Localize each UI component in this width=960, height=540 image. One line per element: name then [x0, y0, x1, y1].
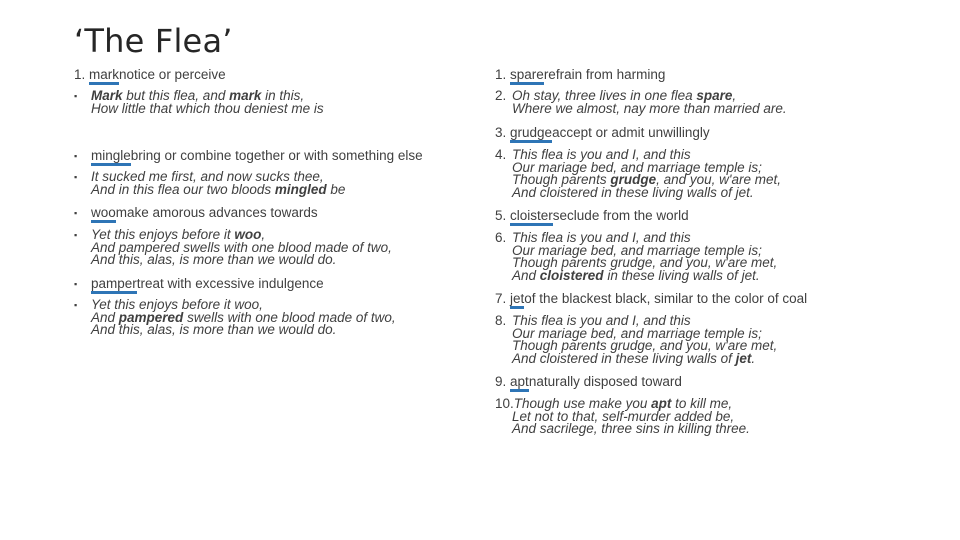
- quote-cloister: [495, 232, 777, 282]
- vocab-definition: refrain from harming: [543, 67, 666, 82]
- slide-title: ‘The Flea’: [74, 22, 233, 60]
- vocab-definition: of the blackest black, similar to the color of coal: [524, 291, 808, 306]
- bullet-icon: ▪: [74, 300, 78, 310]
- vocab-item-cloister: [495, 209, 689, 222]
- quote-line: Oh stay, three lives in one flea spare,: [512, 88, 737, 103]
- quote-line: Though parents grudge, and you, w'are met,: [512, 255, 778, 270]
- quote-woo: [74, 229, 392, 267]
- vocab-definition: seclude from the world: [552, 208, 689, 223]
- item-number: 5.: [495, 208, 507, 223]
- quote-line: Our mariage bed, and marriage temple is;: [512, 325, 762, 341]
- item-number: 7.: [495, 291, 507, 306]
- vocab-item-jet: [495, 292, 807, 305]
- vocab-definition: accept or admit unwillingly: [552, 125, 710, 140]
- item-number: 1.: [74, 67, 86, 82]
- quote-apt: [495, 398, 750, 436]
- quote-line: And cloistered in these living walls of jet.: [512, 184, 754, 200]
- item-number: 9.: [495, 374, 507, 389]
- bullet-icon: ▪: [74, 208, 78, 218]
- vocab-term-link[interactable]: grudge: [510, 125, 552, 143]
- bullet-icon: ▪: [74, 91, 78, 101]
- vocab-term-link[interactable]: spare: [510, 67, 544, 85]
- vocab-item-mingle: [74, 149, 423, 163]
- item-number: 4.: [495, 147, 507, 162]
- bullet-icon: ▪: [74, 279, 78, 289]
- quote-mingle: [74, 171, 345, 196]
- quote-line: And this, alas, is more than we would do.: [91, 322, 337, 337]
- quote-line: Yet this enjoys before it woo,: [91, 227, 266, 242]
- vocab-term-link[interactable]: pamper: [91, 276, 137, 294]
- quote-line: Let not to that, self-murder added be,: [512, 408, 735, 424]
- quote-line: And sacrilege, three sins in killing three.: [512, 421, 750, 436]
- quote-line: Our mariage bed, and marriage temple is;: [512, 242, 762, 258]
- vocab-definition: treat with excessive indulgence: [136, 276, 324, 291]
- vocab-definition: make amorous advances towards: [115, 205, 318, 220]
- vocab-term-link[interactable]: woo: [91, 205, 116, 223]
- vocab-item-spare: [495, 68, 665, 81]
- quote-line: Our mariage bed, and marriage temple is;: [512, 159, 762, 175]
- vocab-definition: naturally disposed toward: [528, 374, 682, 389]
- item-number: 8.: [495, 313, 507, 328]
- vocab-term-link[interactable]: apt: [510, 374, 529, 392]
- quote-line: How little that which thou deniest me is: [91, 100, 324, 116]
- bullet-icon: ▪: [74, 151, 78, 161]
- vocab-item-mark: [74, 68, 226, 81]
- vocab-term-link[interactable]: jet: [510, 291, 524, 309]
- quote-spare: [495, 90, 787, 115]
- quote-line: This flea is you and I, and this: [512, 313, 691, 328]
- quote-line: This flea is you and I, and this: [512, 147, 691, 162]
- bullet-icon: ▪: [74, 230, 78, 240]
- vocab-item-pamper: [74, 277, 324, 291]
- quote-pamper: [74, 299, 396, 337]
- quote-line: Though parents grudge, and you, w'are met,: [512, 338, 778, 353]
- quote-grudge: [495, 149, 781, 199]
- vocab-definition: notice or perceive: [119, 67, 226, 82]
- item-number: 10.: [495, 396, 514, 411]
- quote-mark: [74, 90, 324, 115]
- vocab-term-link[interactable]: mark: [89, 67, 119, 85]
- vocab-term-link[interactable]: mingle: [91, 148, 131, 166]
- quote-line: And cloistered in these living walls of jet.: [512, 267, 760, 283]
- quote-line: And in this flea our two bloods mingled be: [91, 181, 346, 197]
- vocab-definition: bring or combine together or with something else: [130, 148, 423, 163]
- quote-line: Though parents grudge, and you, w'are met,: [512, 172, 781, 187]
- quote-line: And this, alas, is more than we would do.: [91, 252, 337, 267]
- quote-line: Though use make you apt to kill me,: [513, 396, 733, 411]
- vocab-item-apt: [495, 375, 682, 388]
- item-number: 6.: [495, 230, 507, 245]
- vocab-term-link[interactable]: cloister: [510, 208, 553, 226]
- vocab-item-woo: [74, 206, 318, 220]
- quote-line: Mark but this flea, and mark in this,: [91, 88, 305, 103]
- quote-jet: [495, 315, 777, 365]
- item-number: 2.: [495, 88, 507, 103]
- quote-line: This flea is you and I, and this: [512, 230, 691, 245]
- quote-line: It sucked me first, and now sucks thee,: [91, 169, 324, 184]
- bullet-icon: ▪: [74, 172, 78, 182]
- quote-line: And pampered swells with one blood made of two,: [91, 239, 392, 255]
- item-number: 3.: [495, 125, 507, 140]
- quote-line: Where we almost, nay more than married are.: [512, 100, 787, 116]
- item-number: 1.: [495, 67, 507, 82]
- quote-line: Yet this enjoys before it woo,: [91, 297, 263, 312]
- vocab-item-grudge: [495, 126, 710, 139]
- quote-line: And cloistered in these living walls of jet.: [512, 350, 756, 366]
- quote-line: And pampered swells with one blood made of two,: [91, 309, 396, 325]
